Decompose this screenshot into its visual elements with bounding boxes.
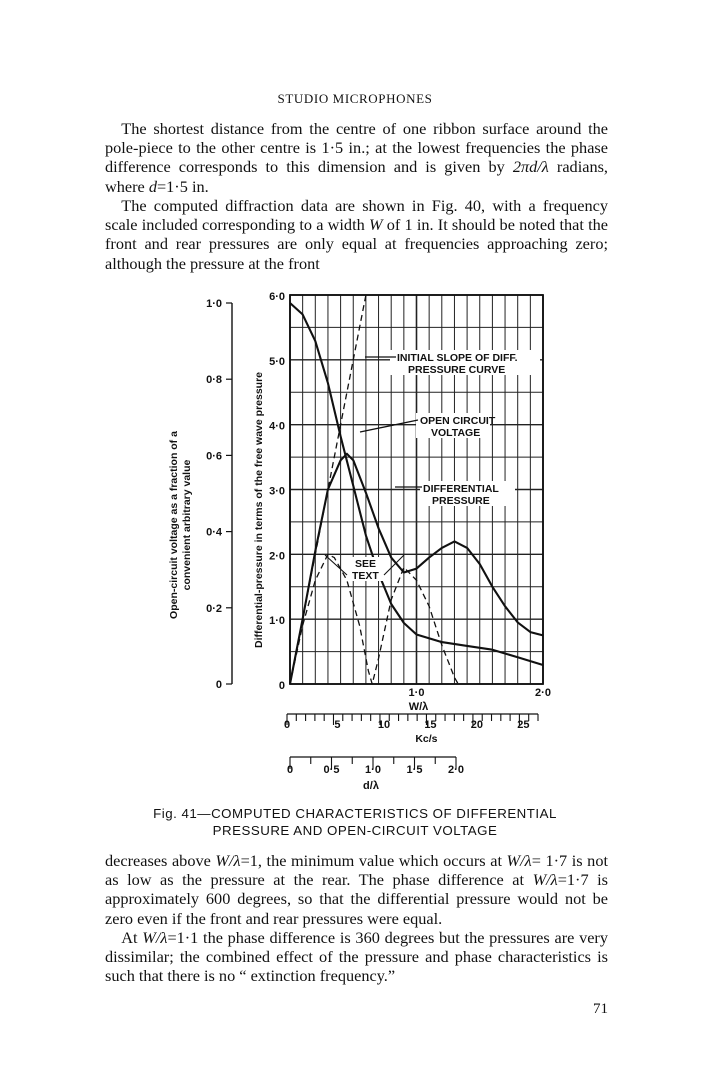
x-tick-label: 1·0 <box>408 687 425 699</box>
annotation-initial-slope: INITIAL SLOPE OF DIFF. <box>397 352 518 364</box>
ratio-w-lambda: W/λ <box>142 928 168 947</box>
y-left-tick-label: 0·6 <box>206 450 222 463</box>
figure-caption <box>0 805 710 839</box>
y-left-axis-label: convenient arbitrary value <box>181 459 193 591</box>
kcs-axis-label: Kc/s <box>415 733 438 745</box>
annotation-open-circuit: OPEN CIRCUIT <box>420 415 496 427</box>
y-left-axis-label: Open-circuit voltage as a fraction of a <box>168 431 180 619</box>
y-left-tick-label: 0·8 <box>206 374 222 387</box>
annotation-initial-slope: PRESSURE CURVE <box>408 364 506 376</box>
paragraph-3-text-g: =1·7 is approximately 600 degrees, so that the differential pressure would not be zero even if the front and rear pressures were equal. <box>105 870 608 928</box>
paragraph-1-text-e: =1·5 in. <box>156 176 209 196</box>
paragraph-1-text-c: radians, where <box>105 157 608 196</box>
ratio-w-lambda: W/λ <box>215 851 241 870</box>
paragraph-3 <box>105 851 608 928</box>
dlambda-tick-label: 1·5 <box>406 764 423 776</box>
paragraph-3-text-e: = 1·7 is not as low as the pressure at the rear. The phase difference at <box>105 851 608 890</box>
paragraph-3-text-c: =1, the minimum value which occurs at <box>240 851 507 870</box>
caption-line-2: PRESSURE AND OPEN-CIRCUIT VOLTAGE <box>212 823 498 838</box>
dlambda-tick-label: 0 <box>286 764 294 776</box>
variable-d: d <box>148 176 157 196</box>
kcs-tick-label: 15 <box>424 719 437 731</box>
kcs-tick-label: 5 <box>334 719 341 731</box>
dlambda-tick-label: 2·0 <box>448 764 464 776</box>
y-right-axis-label: Differential-pressure in terms of the free wave pressure <box>253 371 265 649</box>
annotation-see-text: SEE <box>355 558 377 570</box>
variable-w: W <box>368 215 383 235</box>
y-left-tick-label: 0 <box>215 679 222 691</box>
y-right-tick-label: 3·0 <box>269 485 285 498</box>
annotation-see-text: TEXT <box>352 570 379 582</box>
paragraph-4-text-c: =1·1 the phase difference is 360 degrees but the pressures are very dissimilar; the combined effect of the pressure and phase characteristics is such that there is no “ extinction frequency.” <box>105 928 608 986</box>
y-right-tick-label: 2·0 <box>269 550 285 563</box>
paragraph-1-text-a: The shortest distance from the centre of one ribbon surface around the pole-piece to the other centre is 1·5 in.; at the lowest frequencies the phase difference corresponds to this dimension and is given by <box>105 119 608 177</box>
annotation-open-circuit: VOLTAGE <box>431 427 481 439</box>
y-left-tick-label: 1·0 <box>206 298 222 310</box>
paragraph-3-text-a: decreases above <box>105 851 216 870</box>
dlambda-axis-label: d/λ <box>363 780 379 792</box>
annotation-differential: DIFFERENTIAL <box>423 483 499 495</box>
caption-line-1: Fig. 41—COMPUTED CHARACTERISTICS OF DIFFERENTIAL <box>153 806 557 821</box>
y-right-tick-label: 4·0 <box>269 420 285 433</box>
x-tick-label: 2·0 <box>535 687 551 699</box>
page-number: 71 <box>593 1001 608 1017</box>
ratio-w-lambda: W/λ <box>506 851 532 870</box>
y-right-tick-label: 6·0 <box>269 291 285 303</box>
x-axis-label: W/λ <box>408 701 429 713</box>
annotation-arrow <box>384 555 404 575</box>
paragraph-2-text-c: of 1 in. It should be noted that the front and rear pressures are only equal at frequencies approaching zero; although the pressure at the front <box>105 215 609 273</box>
paragraph-4 <box>105 928 608 986</box>
kcs-tick-label: 0 <box>283 719 291 731</box>
annotation-differential: PRESSURE <box>432 495 490 507</box>
y-left-tick-label: 0·4 <box>206 526 222 539</box>
dlambda-tick-label: 1·0 <box>365 764 381 776</box>
y-right-tick-label: 0 <box>278 680 285 692</box>
running-head: STUDIO MICROPHONES <box>277 91 433 106</box>
y-right-tick-label: 1·0 <box>269 615 285 628</box>
y-left-tick-label: 0·2 <box>206 602 222 615</box>
formula-phase: 2πd/λ <box>512 157 549 177</box>
kcs-tick-label: 20 <box>470 719 484 731</box>
paragraph-2-text-a: The computed diffraction data are shown in Fig. 40, with a frequency scale included corresponding to a width <box>105 196 608 235</box>
annotation-arrow <box>360 420 418 432</box>
kcs-tick-label: 25 <box>517 719 530 731</box>
y-right-tick-label: 5·0 <box>269 355 285 368</box>
dlambda-tick-label: 0·5 <box>323 764 340 776</box>
kcs-tick-label: 10 <box>377 719 391 731</box>
ratio-w-lambda: W/λ <box>532 870 558 890</box>
paragraph-4-text-a: At <box>121 928 143 947</box>
